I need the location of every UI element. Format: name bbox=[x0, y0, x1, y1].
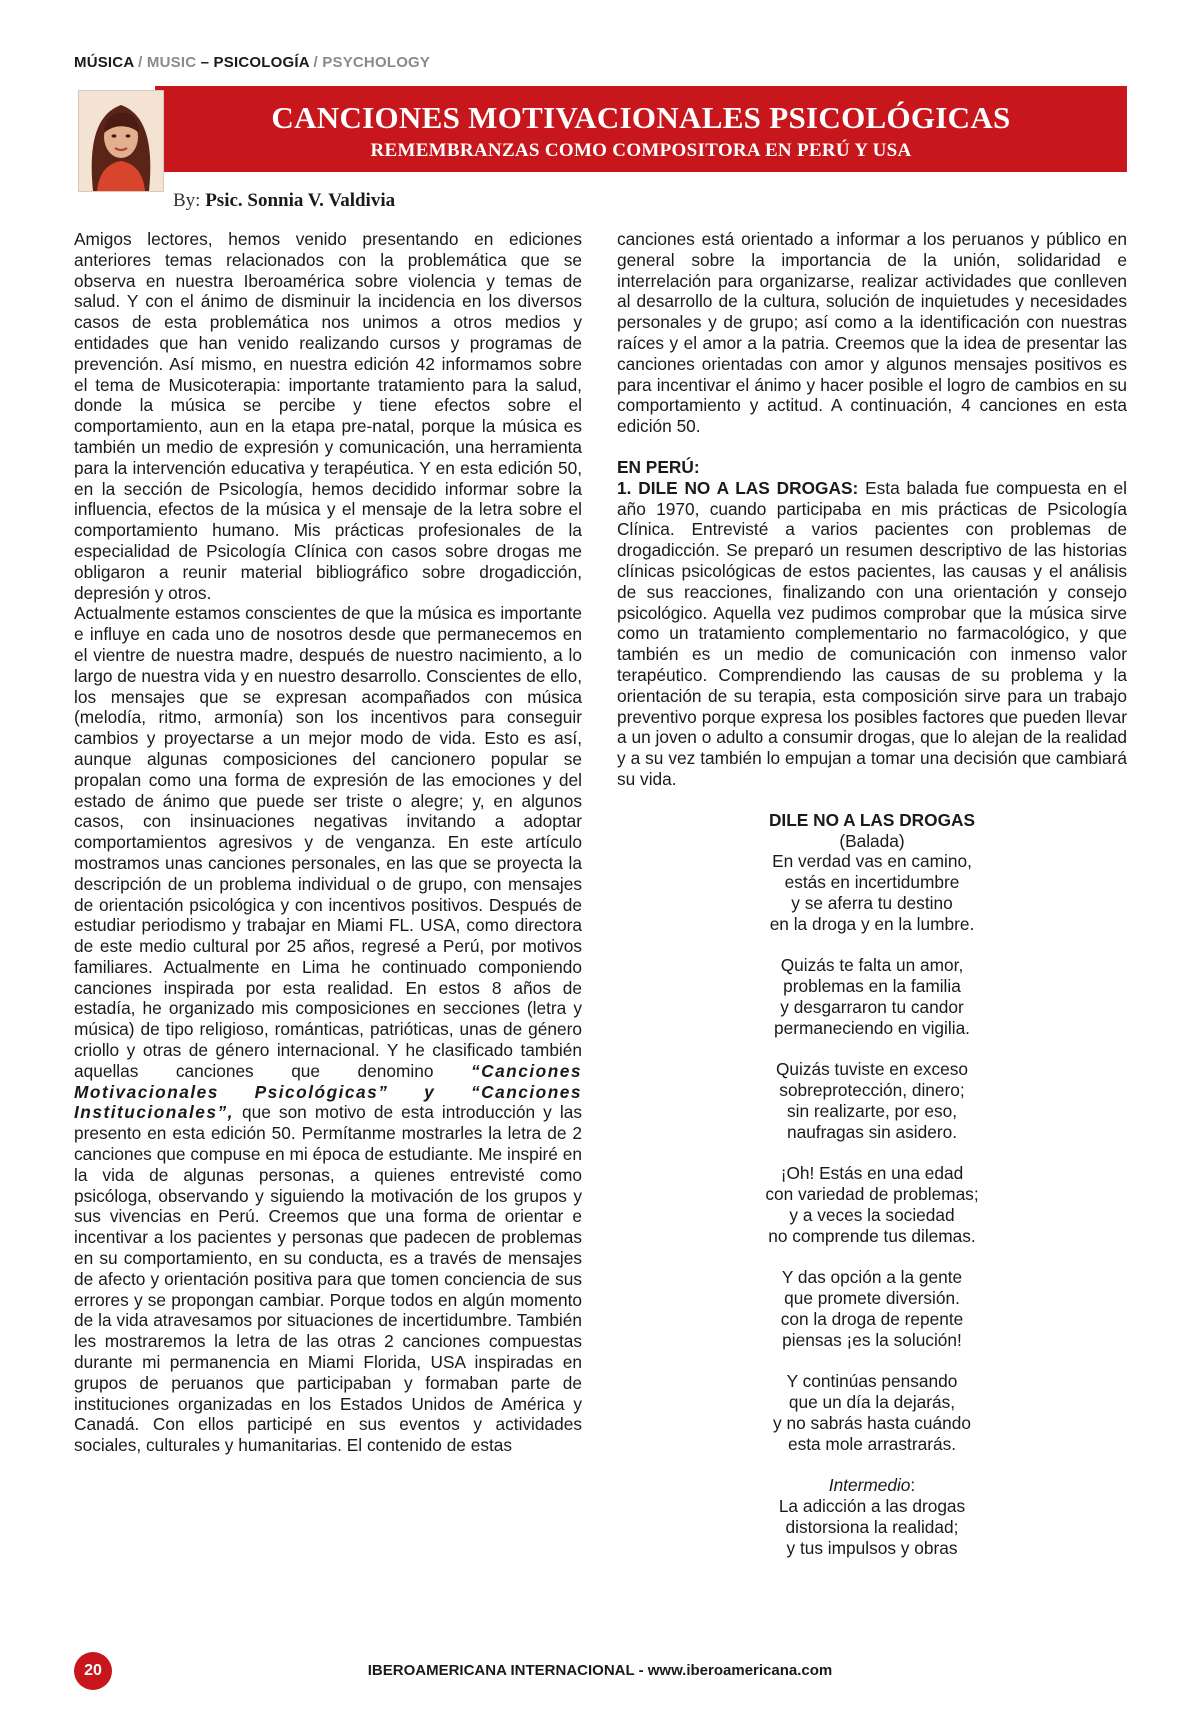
footer-text: IBEROAMERICANA INTERNACIONAL - www.iberoamericana.com bbox=[367, 1662, 833, 1679]
stanza bbox=[617, 1163, 1127, 1246]
lyric-line: permaneciendo en vigilia. bbox=[774, 1017, 970, 1038]
lyric-line: y se aferra tu destino bbox=[791, 892, 953, 913]
paragraph: Amigos lectores, hemos venido presentando en ediciones anteriores temas relacionados con la problemática que se observa en nuestra Iberoamérica sobre violencia y temas de salud. Y con el ánimo de disminuir la incidencia en los diversos casos de esta problemática nos unimos a otros medios y entidades que han venido realizando cursos y programas de prevención. Así mismo, en nuestra edición 42 informamos sobre el tema de Musicoterapia: importante tratamiento para la salud, donde la música se percibe y tiene efectos sobre el comportamiento, aun en la etapa pre-natal, porque la música es también un medio de expresión y comunicación, una herramienta para la intervención educativa y terapéutica. Y en esta edición 50, en la sección de Psicología, hemos decidido informar sobre la influencia, efectos de la música y el mensaje de la letra sobre el comportamiento humano. Mis prácticas profesionales de la especialidad de Psicología Clínica con casos sobre drogas me obligaron a reunir material bibliográfico sobre drogadicción, depresión y otros. bbox=[74, 229, 582, 603]
lyric-line: con variedad de problemas; bbox=[765, 1184, 979, 1205]
song-title: DILE NO A LAS DROGAS bbox=[768, 809, 976, 830]
lyric-line: La adicción a las drogas bbox=[778, 1496, 966, 1517]
interlude: Intermedio: La adicción a las drogas distorsiona la realidad; y tus impulsos y obras bbox=[617, 1475, 1127, 1558]
lyric-line: Quizás tuviste en exceso bbox=[775, 1059, 969, 1080]
article-subtitle: REMEMBRANZAS COMO COMPOSITORA EN PERÚ Y USA bbox=[370, 140, 912, 161]
stanza bbox=[617, 955, 1127, 1038]
title-banner bbox=[155, 86, 1127, 172]
lyric-line: Quizás te falta un amor, bbox=[780, 955, 964, 976]
lyric-line: sobreprotección, dinero; bbox=[779, 1080, 965, 1101]
author-photo bbox=[78, 90, 164, 192]
lyric-line: que promete diversión. bbox=[784, 1288, 960, 1309]
lyric-line: problemas en la familia bbox=[783, 976, 961, 997]
lyric-line: y a veces la sociedad bbox=[789, 1204, 955, 1225]
lyric-line: y no sabrás hasta cuándo bbox=[773, 1412, 971, 1433]
paragraph-text: que son motivo de esta introducción y las presento en esta edición 50. Permítanme mostrarles la letra de 2 canciones que compuse en mi época de estudiante. Me inspiré en la vida de algunas personas, a quienes entrevisté como psicóloga, observando y siguiendo la motivación de los grupos y sus vivencias en Perú. Creemos que una forma de orientar e incentivar a los pacientes y personas que padecen de problemas en su comportamiento, en su conducta, es a través de mensajes de afecto y orientación positiva para que tomen conciencia de sus errores y se propongan cambiar. Porque todos en algún momento de la vida atravesamos por situaciones de incertidumbre. También les mostraremos la letra de las otras 2 canciones compuestas durante mi permanencia en Miami Florida, USA inspiradas en grupos de peruanos que participaban y formaban parte de instituciones organizadas en los Estados Unidos de América y Canadá. Con ellos participé en sus eventos y actividades sociales, culturales y humanitarias. El contenido de estas bbox=[74, 1102, 582, 1456]
paragraph bbox=[617, 478, 1127, 790]
article-column-right bbox=[617, 229, 1127, 1558]
emphasized-text: “Canciones Motivacionales Psicológicas” y “Canciones Institucionales”, bbox=[74, 1060, 582, 1123]
article-column-left bbox=[74, 229, 582, 1456]
byline-label: By: bbox=[173, 190, 201, 211]
paragraph: canciones está orientado a informar a los peruanos y público en general sobre la importancia de la unión, solidaridad e interrelación para organizarse, realizar actividades que conlleven al desarrollo de la cultura, solución de inquietudes y necesidades personales y de grupo; así como a la identificación con nuestras raíces y el amor a la patria. Creemos que la idea de presentar las canciones orientadas con amor y algunos mensajes positivos es para incentivar el ánimo y hacer posible el logro de cambios en su comportamiento y actitud. A continuación, 4 canciones en esta edición 50. bbox=[617, 229, 1127, 437]
stanza bbox=[617, 1371, 1127, 1454]
lyric-line: piensas ¡es la solución! bbox=[782, 1329, 962, 1350]
lyric-line: esta mole arrastrarás. bbox=[787, 1433, 957, 1454]
paragraph-text: Actualmente estamos conscientes de que la música es importante e influye en cada uno de nosotros desde que permanecemos en el vientre de nuestra madre, después de nuestro nacimiento, a lo largo de nuestra vida y en nuestro desarrollo. Conscientes de ello, los mensajes que se expresan acompañados con música (melodía, ritmo, armonía) son los incentivos para conseguir cambios y proyectarse a un mejor modo de vida. Esto es así, aunque algunas composiciones del cancionero popular se propalan como una forma de expresión de las emociones y del estado de ánimo que puede ser triste o alegre; y, en algunos casos, con insinuaciones negativas invitando a adoptar comportamientos agresivos y de venganza. En este artículo mostramos unas canciones personales, en las que se proyecta la descripción de un problema individual o de grupo, con mensajes de orientación psicológica y con incentivos positivos. Después de estudiar periodismo y trabajar en Miami FL. USA, como directora de este medio cultural por 25 años, regresé a Perú, por motivos familiares. Actualmente en Lima he continuado componiendo canciones inspirada por esta realidad. En estos 8 años de estadía, he organizado mis composiciones en secciones (letra y música) de tipo religioso, románticas, patrióticas, unas de género criollo y otras de género internacional. Y he clasificado también aquellas canciones que denomino bbox=[74, 603, 582, 1081]
lyric-line: ¡Oh! Estás en una edad bbox=[780, 1163, 964, 1184]
song-lyrics bbox=[617, 810, 1127, 1559]
section-psychology-en: PSYCHOLOGY bbox=[322, 54, 431, 71]
lyric-line: con la droga de repente bbox=[780, 1308, 964, 1329]
interlude-label: Intermedio bbox=[828, 1475, 911, 1496]
paragraph-text: Esta balada fue compuesta en el año 1970, cuando participaba en mis prácticas de Psicología Clínica. Entrevisté a varios pacientes con problemas de drogadicción. Se preparó un resumen descriptivo de las historias clínicas psicológicas de estos pacientes, las causas y el análisis de sus reacciones, finalizando con una orientación y consejo psicológico. Aquella vez pudimos comprobar que la música sirve como un tratamiento complementario no farmacológico, y que también es un medio de comunicación con inmenso valor terapéutico. Comprendiendo las causas de su problema y la orientación de su terapia, esta composición sirve para un trabajo preventivo porque expresa los posibles factores que pueden llevar a un joven o adulto a consumir drogas, que lo alejan de la realidad y a su vez también lo empujan a tomar una decisión que cambiará su vida. bbox=[617, 477, 1127, 789]
stanza bbox=[617, 1267, 1127, 1350]
section-music: MÚSICA bbox=[74, 54, 134, 71]
lyric-line: distorsiona la realidad; bbox=[785, 1516, 959, 1537]
page-number: 20 bbox=[74, 1652, 112, 1690]
lyric-line: En verdad vas en camino, bbox=[772, 851, 972, 872]
section-heading: EN PERÚ: bbox=[617, 456, 700, 477]
article-title: CANCIONES MOTIVACIONALES PSICOLÓGICAS bbox=[271, 100, 1011, 135]
lyric-line: que un día la dejarás, bbox=[788, 1392, 956, 1413]
author-portrait-icon bbox=[79, 91, 163, 191]
author-name: Psic. Sonnia V. Valdivia bbox=[205, 190, 396, 211]
lyric-line: y tus impulsos y obras bbox=[786, 1537, 958, 1558]
section-psychology: PSICOLOGÍA bbox=[213, 54, 310, 71]
paragraph bbox=[74, 603, 582, 1456]
lyric-line: estás en incertidumbre bbox=[784, 872, 960, 893]
lyric-line: Y das opción a la gente bbox=[781, 1267, 963, 1288]
lyric-line: en la droga y en la lumbre. bbox=[769, 913, 975, 934]
stanza bbox=[617, 851, 1127, 934]
lyric-line: sin realizarte, por eso, bbox=[786, 1100, 957, 1121]
song-genre: (Balada) bbox=[839, 830, 905, 851]
stanza bbox=[617, 1059, 1127, 1142]
section-header: MÚSICA / MUSIC – PSICOLOGÍA / PSYCHOLOGY bbox=[74, 54, 431, 71]
section-music-en: MUSIC bbox=[146, 54, 197, 71]
lyric-line: naufragas sin asidero. bbox=[786, 1121, 958, 1142]
song-heading: 1. DILE NO A LAS DROGAS: bbox=[617, 477, 859, 498]
byline bbox=[173, 190, 395, 212]
lyric-line: Y continúas pensando bbox=[786, 1371, 958, 1392]
lyric-line: no comprende tus dilemas. bbox=[768, 1225, 976, 1246]
lyric-line: y desgarraron tu candor bbox=[780, 996, 964, 1017]
